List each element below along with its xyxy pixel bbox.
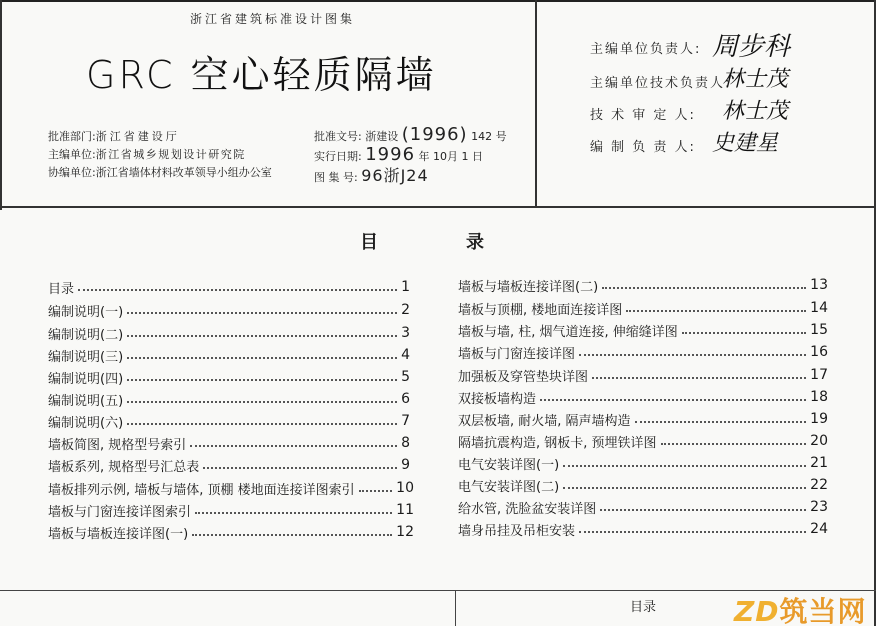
toc-item-page: 9 <box>401 457 410 473</box>
toc-item-label: 目录 <box>48 281 75 297</box>
leader-dots <box>127 356 397 359</box>
toc-item[interactable] <box>48 388 410 410</box>
toc-item[interactable] <box>48 499 414 521</box>
leader-dots <box>563 464 806 467</box>
watermark-zd: ZD <box>734 595 780 628</box>
toc-item-page: 7 <box>401 413 410 429</box>
frame-line <box>0 0 2 210</box>
toc-item-page: 13 <box>810 277 828 293</box>
toc-item-page: 19 <box>810 411 828 427</box>
leader-dots <box>190 444 397 447</box>
toc-item[interactable] <box>48 410 410 432</box>
atlas-no-label: 图 集 号: <box>314 171 358 184</box>
atlas-number <box>314 163 429 186</box>
toc-item[interactable] <box>48 454 410 476</box>
toc-item-label: 电气安装详图(一) <box>458 457 560 473</box>
toc-item-label: 墙板与门窗连接详图 <box>458 346 576 362</box>
signature-handwritten: 林士茂 <box>722 99 789 124</box>
toc-item-page: 8 <box>401 435 410 451</box>
toc-item-page: 11 <box>396 502 414 518</box>
approval-no-prefix: 浙建设 <box>365 130 399 143</box>
leader-dots <box>592 376 806 379</box>
toc-item-page: 6 <box>401 391 410 407</box>
toc-item-label: 墙板简图, 规格型号索引 <box>48 437 187 453</box>
header-divider <box>535 0 537 207</box>
toc-item-page: 22 <box>810 477 828 493</box>
leader-dots <box>600 508 806 511</box>
leader-dots <box>579 353 806 356</box>
signature-role: 主编单位负责人: <box>590 42 702 57</box>
toc-item-label: 墙板系列, 规格型号汇总表 <box>48 459 200 475</box>
toc-item-label: 墙板排列示例, 墙板与墙体, 顶棚 楼地面连接详图索引 <box>48 482 355 498</box>
toc-item[interactable] <box>48 299 410 321</box>
signature-role: 主编单位技术负责人: <box>590 76 732 91</box>
editor-unit-value: 浙江省城乡规划设计研究院 <box>95 148 246 161</box>
toc-item-page: 1 <box>401 279 410 295</box>
toc-item-label: 双接板墙构造 <box>458 391 537 407</box>
toc-item[interactable] <box>48 344 410 366</box>
toc-item-page: 18 <box>810 389 828 405</box>
toc-item-label: 加强板及穿管垫块详图 <box>458 369 589 385</box>
title-block-divider <box>455 590 456 626</box>
leader-dots <box>127 400 397 403</box>
signature-role: 技 术 审 定 人: <box>590 108 696 123</box>
toc-item-page: 24 <box>810 521 828 537</box>
signature-handwritten: 周步科 <box>712 32 791 62</box>
title-block-label: 目录 <box>630 600 657 615</box>
series-name: 浙江省建筑标准设计图集 <box>190 12 356 26</box>
toc-item-page: 2 <box>401 302 410 318</box>
toc-item[interactable] <box>458 452 828 474</box>
toc-item[interactable] <box>458 364 828 386</box>
toc-item-page: 4 <box>401 347 410 363</box>
toc-item[interactable] <box>48 521 414 543</box>
signature-handwritten: 史建星 <box>712 131 779 156</box>
toc-item-label: 编制说明(六) <box>48 415 124 431</box>
signature-role: 编 制 负 责 人: <box>590 140 696 155</box>
toc-item[interactable] <box>458 297 828 319</box>
editor-unit <box>48 146 246 162</box>
toc-item-page: 16 <box>810 344 828 360</box>
toc-item[interactable] <box>458 386 828 408</box>
toc-heading-left: 目 <box>360 232 378 253</box>
toc-item-label: 编制说明(二) <box>48 327 124 343</box>
toc-item-label: 双层板墙, 耐火墙, 隔声墙构造 <box>458 413 631 429</box>
toc-item[interactable] <box>458 341 828 363</box>
approval-dept <box>48 128 180 144</box>
toc-item-label: 墙板与墙板连接详图(一) <box>48 526 189 542</box>
toc-item-page: 21 <box>810 455 828 471</box>
toc-item[interactable] <box>458 274 828 296</box>
co-unit <box>48 164 272 180</box>
leader-dots <box>540 398 806 401</box>
toc-item-page: 20 <box>810 433 828 449</box>
leader-dots <box>602 286 806 289</box>
toc-item-label: 墙板与门窗连接详图索引 <box>48 504 192 520</box>
leader-dots <box>127 334 397 337</box>
toc-item[interactable] <box>458 430 828 452</box>
approval-no-num: 142 号 <box>471 130 507 143</box>
approval-number <box>314 124 507 145</box>
toc-item[interactable] <box>48 366 410 388</box>
leader-dots <box>127 378 397 381</box>
leader-dots <box>192 533 392 536</box>
leader-dots <box>635 420 807 423</box>
toc-item[interactable] <box>458 518 828 540</box>
toc-item-page: 5 <box>401 369 410 385</box>
toc-item-label: 墙板与墙, 柱, 烟气道连接, 伸缩缝详图 <box>458 324 678 340</box>
leader-dots <box>78 288 397 291</box>
toc-item[interactable] <box>458 474 828 496</box>
header-bottom-rule <box>0 206 876 208</box>
toc-item-page: 17 <box>810 367 828 383</box>
effective-date <box>314 144 483 165</box>
atlas-title: GRC 空心轻质隔墙 <box>86 53 437 97</box>
leader-dots <box>682 331 806 334</box>
leader-dots <box>127 422 397 425</box>
toc-item-page: 15 <box>810 322 828 338</box>
leader-dots <box>195 511 392 514</box>
approval-no-year: (1996) <box>401 124 468 145</box>
toc-item-page: 12 <box>396 524 414 540</box>
toc-item[interactable] <box>48 432 410 454</box>
toc-item-label: 墙板与顶棚, 楼地面连接详图 <box>458 302 623 318</box>
toc-item-label: 编制说明(四) <box>48 371 124 387</box>
toc-item[interactable] <box>458 319 828 341</box>
toc-item[interactable] <box>48 322 410 344</box>
toc-item-page: 10 <box>396 480 414 496</box>
effective-label: 实行日期: <box>314 150 362 163</box>
toc-item[interactable] <box>48 276 410 298</box>
toc-item-label: 编制说明(三) <box>48 349 124 365</box>
toc-item-label: 墙身吊挂及吊柜安装 <box>458 523 576 539</box>
toc-item-label: 编制说明(一) <box>48 304 124 320</box>
approval-dept-label: 批准部门: <box>48 130 96 143</box>
toc-item-label: 给水管, 洗脸盆安装详图 <box>458 501 597 517</box>
effective-rest: 年 10月 1 日 <box>418 150 484 163</box>
site-watermark-logo <box>734 590 867 630</box>
toc-item-label: 电气安装详图(二) <box>458 479 560 495</box>
frame-line <box>0 0 876 2</box>
leader-dots <box>626 309 806 312</box>
leader-dots <box>579 530 806 533</box>
approval-no-label: 批准文号: <box>314 130 362 143</box>
leader-dots <box>203 466 397 469</box>
signature-handwritten: 林士茂 <box>722 67 789 92</box>
toc-item[interactable] <box>48 477 414 499</box>
leader-dots <box>359 489 393 492</box>
toc-item-page: 14 <box>810 300 828 316</box>
toc-item[interactable] <box>458 496 828 518</box>
atlas-no-value: 96浙J24 <box>361 166 429 185</box>
toc-item[interactable] <box>458 408 828 430</box>
watermark-text: 筑当网 <box>779 595 867 628</box>
toc-item-label: 编制说明(五) <box>48 393 124 409</box>
co-unit-label: 协编单位: <box>48 166 96 179</box>
leader-dots <box>127 311 397 314</box>
leader-dots <box>661 442 807 445</box>
approval-dept-value: 浙江省建设厅 <box>95 130 180 143</box>
editor-unit-label: 主编单位: <box>48 148 96 161</box>
co-unit-value: 浙江省墙体材料改革领导小组办公室 <box>95 166 272 179</box>
leader-dots <box>563 486 806 489</box>
toc-item-label: 隔墙抗震构造, 钢板卡, 预埋铁详图 <box>458 435 657 451</box>
toc-heading-right: 录 <box>466 232 484 253</box>
effective-year: 1996 <box>365 144 416 165</box>
toc-item-label: 墙板与墙板连接详图(二) <box>458 279 599 295</box>
toc-item-page: 3 <box>401 325 410 341</box>
toc-item-page: 23 <box>810 499 828 515</box>
